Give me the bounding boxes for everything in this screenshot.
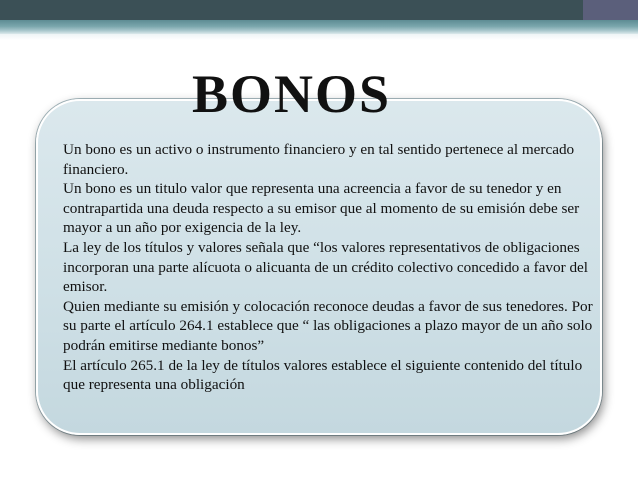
paragraph-emision: Quien mediante su emisión y colocación reconoce deudas a favor de sus tenedores. Por su parte el artículo 264.1 establece que “ las obligaciones a plazo mayor de un año solo podrán emitirse mediante bonos” — [63, 297, 593, 354]
paragraph-ley-titulos: La ley de los títulos y valores señala que “los valores representativos de obligaciones incorporan una parte alícuota o alicuanta de un crédito colectivo concedido a favor del emisor. — [63, 238, 588, 296]
header-bar — [0, 0, 638, 20]
slide-title: BONOS — [192, 64, 392, 124]
header-accent-block — [583, 0, 638, 20]
body-text — [63, 140, 593, 395]
paragraph-titulo-valor: Un bono es un titulo valor que representa una acreencia a favor de su tenedor y en contrapartida una deuda respecto a su emisor que al momento de su emisión debe ser mayor a un año por exigencia de la ley. — [63, 180, 580, 237]
header-shadow — [0, 34, 638, 40]
paragraph-articulo-265: El artículo 265.1 de la ley de títulos valores establece el siguiente contenido del título que representa una obligación — [63, 356, 583, 394]
paragraph-bono-definition: Un bono es un activo o instrumento financiero y en tal sentido pertenece al mercado financiero. — [63, 141, 575, 178]
header-teal-band — [0, 20, 638, 34]
